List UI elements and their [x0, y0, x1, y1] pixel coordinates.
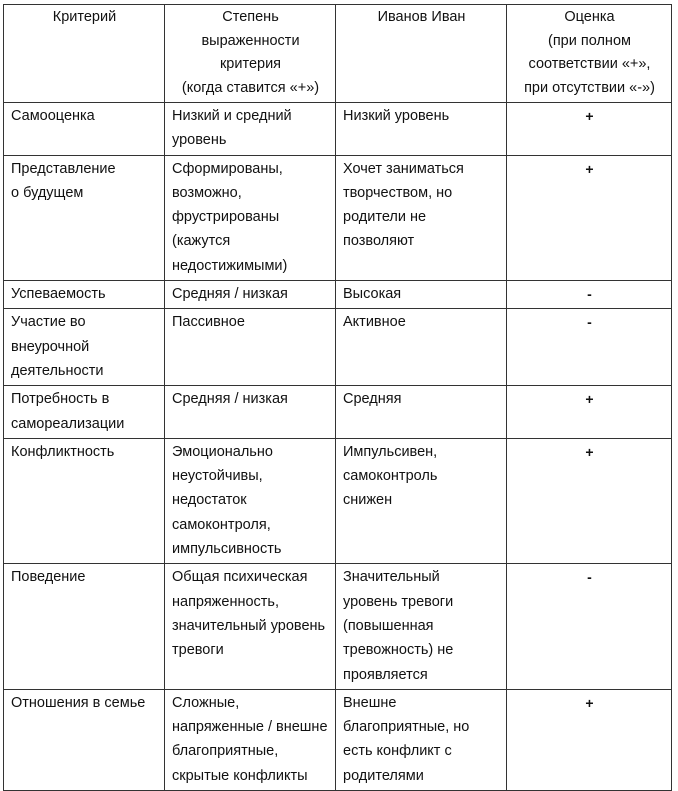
criterion-cell-text: Успеваемость — [11, 286, 106, 303]
header-line: Степень — [222, 9, 279, 25]
degree-cell-text: Сформированы, возможно, фрустрированы (кажутся недостижимыми) — [172, 160, 288, 274]
criterion-cell — [4, 281, 165, 309]
criterion-cell — [4, 155, 165, 280]
student-value-cell — [336, 689, 507, 790]
table-row — [4, 309, 672, 386]
mark-cell-text: + — [585, 391, 594, 408]
degree-cell-text: Сложные, напряженные / внешне благоприятные, скрытые конфликты — [172, 694, 328, 784]
criterion-cell-text: Участие во внеурочной деятельности — [11, 314, 104, 379]
student-value-cell — [336, 438, 507, 563]
mark-cell-text: - — [587, 569, 592, 586]
header-line: (когда ставится «+») — [181, 79, 320, 96]
degree-cell — [165, 564, 336, 689]
mark-cell — [507, 689, 672, 790]
student-value-cell — [336, 309, 507, 386]
table-header-row — [4, 5, 672, 103]
table-row — [4, 564, 672, 689]
degree-cell — [165, 281, 336, 309]
mark-cell — [507, 438, 672, 563]
student-value-cell — [336, 386, 507, 439]
header-degree — [165, 5, 336, 103]
student-value-cell-text: Хочет заниматься творчеством, но родители не позволяют — [343, 160, 464, 250]
mark-cell — [507, 386, 672, 439]
student-value-cell-text: Импульсивен, самоконтроль снижен — [343, 443, 438, 509]
mark-cell-text: + — [585, 443, 594, 460]
header-line: Иванов Иван — [377, 9, 466, 25]
mark-cell — [507, 103, 672, 156]
mark-cell-text: + — [585, 108, 594, 124]
mark-cell — [507, 155, 672, 280]
header-student — [336, 5, 507, 103]
degree-cell — [165, 155, 336, 280]
header-line: при отсутствии «-») — [524, 79, 655, 96]
student-value-cell — [336, 564, 507, 689]
header-line: Критерий — [52, 9, 117, 25]
student-value-cell-text: Средняя — [343, 391, 402, 408]
mark-cell — [507, 281, 672, 309]
degree-cell-text: Эмоционально неустойчивы, недостаток самоконтроля, импульсивность — [172, 443, 282, 558]
degree-cell-text: Пассивное — [172, 314, 245, 331]
criterion-cell-text: Конфликтность — [11, 443, 115, 460]
student-value-cell-text: Низкий уровень — [343, 108, 450, 124]
table-row — [4, 103, 672, 156]
table-row — [4, 155, 672, 280]
criterion-cell-text: Потребность в самореализации — [11, 391, 125, 432]
criterion-cell — [4, 309, 165, 386]
degree-cell — [165, 386, 336, 439]
student-value-cell — [336, 103, 507, 156]
mark-cell — [507, 564, 672, 689]
table-body — [4, 103, 672, 791]
criterion-cell-text: Самооценка — [11, 108, 95, 124]
degree-cell-text: Средняя / низкая — [172, 391, 288, 408]
mark-cell-text: - — [587, 286, 592, 303]
degree-cell — [165, 438, 336, 563]
mark-cell-text: + — [585, 160, 594, 177]
criterion-cell-text: Отношения в семье — [11, 694, 146, 711]
header-line: Оценка — [564, 9, 615, 25]
student-value-cell-text: Внешне благоприятные, но есть конфликт с родителями — [343, 694, 470, 784]
criterion-cell — [4, 386, 165, 439]
student-value-cell — [336, 155, 507, 280]
student-value-cell — [336, 281, 507, 309]
mark-cell — [507, 309, 672, 386]
criterion-cell-text: Представление о будущем — [11, 160, 116, 201]
mark-cell-text: + — [585, 694, 594, 711]
table-row — [4, 689, 672, 790]
header-line: (при полном — [548, 32, 631, 49]
student-value-cell-text: Значительный уровень тревоги (повышенная тревожность) не проявляется — [343, 569, 454, 683]
header-line: критерия — [219, 56, 282, 72]
student-value-cell-text: Активное — [343, 314, 406, 331]
student-value-cell-text: Высокая — [343, 286, 402, 303]
degree-cell-text: Общая психическая напряженность, значительный уровень тревоги — [172, 569, 326, 659]
header-line: выраженности — [201, 32, 300, 49]
degree-cell — [165, 689, 336, 790]
degree-cell — [165, 309, 336, 386]
table-row — [4, 438, 672, 563]
criterion-cell-text: Поведение — [11, 569, 86, 586]
criteria-table — [3, 4, 672, 791]
header-criterion — [4, 5, 165, 103]
table-row — [4, 386, 672, 439]
criterion-cell — [4, 438, 165, 563]
degree-cell-text: Низкий и средний уровень — [172, 108, 292, 149]
mark-cell-text: - — [587, 314, 592, 331]
degree-cell — [165, 103, 336, 156]
criterion-cell — [4, 689, 165, 790]
criterion-cell — [4, 564, 165, 689]
header-line: соответствии «+», — [528, 56, 651, 72]
degree-cell-text: Средняя / низкая — [172, 286, 288, 303]
header-mark — [507, 5, 672, 103]
criterion-cell — [4, 103, 165, 156]
table-row — [4, 281, 672, 309]
